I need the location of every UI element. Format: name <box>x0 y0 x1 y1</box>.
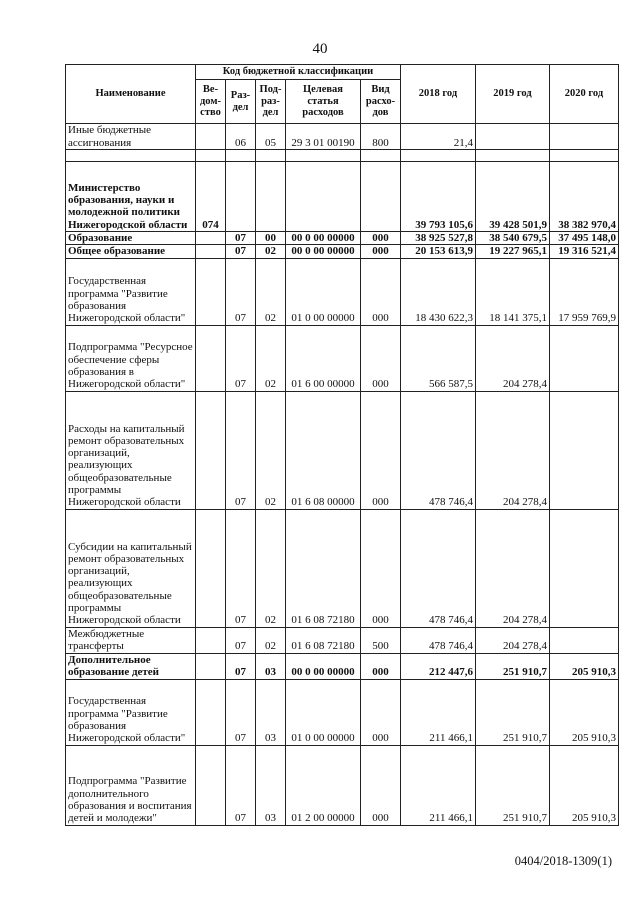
table-cell-razdel: 07 <box>226 509 256 627</box>
table-cell-2019: 18 141 375,1 <box>476 258 550 325</box>
table-cell-celevaya: 00 0 00 00000 <box>286 653 361 679</box>
table-row <box>66 124 619 150</box>
table-cell-vedomstvo <box>196 627 226 653</box>
table-cell-name: Министерство образования, науки и молодежной политики Нижегородской области <box>66 162 196 232</box>
spacer-cell <box>550 150 619 162</box>
table-cell-vid: 000 <box>361 245 401 258</box>
table-cell-2020: 205 910,3 <box>550 745 619 825</box>
table-cell-2018: 18 430 622,3 <box>401 258 476 325</box>
table-cell-razdel <box>226 162 256 232</box>
table-cell-celevaya <box>286 162 361 232</box>
table-row <box>66 627 619 653</box>
table-cell-vid: 000 <box>361 325 401 391</box>
spacer-cell <box>196 150 226 162</box>
table-cell-razdel: 07 <box>226 653 256 679</box>
table-cell-2018: 211 466,1 <box>401 679 476 745</box>
table-cell-vedomstvo <box>196 745 226 825</box>
table-cell-vid: 000 <box>361 232 401 245</box>
table-cell-2018: 478 746,4 <box>401 391 476 509</box>
budget-table <box>65 64 619 826</box>
table-cell-podrazdel: 00 <box>256 232 286 245</box>
table-cell-razdel: 07 <box>226 627 256 653</box>
table-cell-razdel: 07 <box>226 679 256 745</box>
table-cell-podrazdel: 03 <box>256 679 286 745</box>
table-cell-razdel: 07 <box>226 245 256 258</box>
header-razdel: Раз- дел <box>226 80 256 124</box>
table-cell-vedomstvo <box>196 245 226 258</box>
table-cell-2020: 38 382 970,4 <box>550 162 619 232</box>
table-row <box>66 679 619 745</box>
table-cell-celevaya: 29 3 01 00190 <box>286 124 361 150</box>
document-number: 0404/2018-1309(1) <box>514 854 612 868</box>
table-cell-name: Субсидии на капитальный ремонт образовательных организаций, реализующих общеобразовательные программы Нижегородской области <box>66 509 196 627</box>
spacer-cell <box>66 150 196 162</box>
spacer-cell <box>401 150 476 162</box>
table-cell-2018: 38 925 527,8 <box>401 232 476 245</box>
table-cell-celevaya: 01 6 08 72180 <box>286 509 361 627</box>
table-cell-2019: 251 910,7 <box>476 653 550 679</box>
table-cell-podrazdel <box>256 162 286 232</box>
table-row <box>66 245 619 258</box>
table-cell-vid: 000 <box>361 653 401 679</box>
spacer-row <box>66 150 619 162</box>
table-cell-vid: 800 <box>361 124 401 150</box>
table-cell-name: Государственная программа "Развитие образования Нижегородской области" <box>66 679 196 745</box>
table-cell-vid: 000 <box>361 258 401 325</box>
header-code-group: Код бюджетной классификации <box>196 65 401 80</box>
table-cell-name: Подпрограмма "Развитие дополнительного образования и воспитания детей и молодежи" <box>66 745 196 825</box>
page-number: 40 <box>312 41 328 57</box>
table-cell-name: Иные бюджетные ассигнования <box>66 124 196 150</box>
table-cell-podrazdel: 05 <box>256 124 286 150</box>
header-2020: 2020 год <box>550 65 619 124</box>
table-cell-2020: 37 495 148,0 <box>550 232 619 245</box>
table-cell-2018: 20 153 613,9 <box>401 245 476 258</box>
table-cell-podrazdel: 02 <box>256 245 286 258</box>
table-cell-vedomstvo <box>196 509 226 627</box>
table-cell-2019: 204 278,4 <box>476 509 550 627</box>
table-body <box>66 124 619 826</box>
table-cell-vid: 500 <box>361 627 401 653</box>
table-cell-name: Общее образование <box>66 245 196 258</box>
table-cell-2019: 39 428 501,9 <box>476 162 550 232</box>
table-row <box>66 391 619 509</box>
table-cell-razdel: 07 <box>226 325 256 391</box>
table-cell-2018: 566 587,5 <box>401 325 476 391</box>
table-cell-podrazdel: 02 <box>256 325 286 391</box>
table-cell-2019: 19 227 965,1 <box>476 245 550 258</box>
table-cell-2020: 19 316 521,4 <box>550 245 619 258</box>
spacer-cell <box>286 150 361 162</box>
table-row <box>66 509 619 627</box>
table-cell-vid <box>361 162 401 232</box>
table-cell-podrazdel: 02 <box>256 509 286 627</box>
table-cell-2019: 204 278,4 <box>476 391 550 509</box>
table-cell-podrazdel: 03 <box>256 745 286 825</box>
table-cell-2018: 478 746,4 <box>401 509 476 627</box>
table-cell-2020: 205 910,3 <box>550 653 619 679</box>
table-cell-name: Дополнительное образование детей <box>66 653 196 679</box>
spacer-cell <box>226 150 256 162</box>
table-cell-celevaya: 01 6 00 00000 <box>286 325 361 391</box>
table-cell-celevaya: 01 6 08 72180 <box>286 627 361 653</box>
table-row <box>66 745 619 825</box>
table-cell-vid: 000 <box>361 391 401 509</box>
table-cell-name: Подпрограмма "Ресурсное обеспечение сферы образования в Нижегородской области" <box>66 325 196 391</box>
table-cell-2020 <box>550 325 619 391</box>
table-cell-celevaya: 01 6 08 00000 <box>286 391 361 509</box>
table-cell-name: Образование <box>66 232 196 245</box>
table-cell-vid: 000 <box>361 679 401 745</box>
table-cell-name: Расходы на капитальный ремонт образовательных организаций, реализующих общеобразовательные программы Нижегородской области <box>66 391 196 509</box>
table-cell-2019: 204 278,4 <box>476 627 550 653</box>
table-cell-razdel: 07 <box>226 232 256 245</box>
table-cell-vedomstvo <box>196 679 226 745</box>
table-cell-2019: 204 278,4 <box>476 325 550 391</box>
table-cell-2018: 212 447,6 <box>401 653 476 679</box>
table-cell-vedomstvo <box>196 124 226 150</box>
table-row <box>66 232 619 245</box>
header-vedomstvo: Ве- дом- ство <box>196 80 226 124</box>
table-cell-2018: 39 793 105,6 <box>401 162 476 232</box>
table-cell-razdel: 07 <box>226 745 256 825</box>
table-cell-name: Межбюджетные трансферты <box>66 627 196 653</box>
table-cell-celevaya: 01 2 00 00000 <box>286 745 361 825</box>
table-cell-2019 <box>476 124 550 150</box>
table-cell-razdel: 06 <box>226 124 256 150</box>
table-row <box>66 325 619 391</box>
table-cell-2019: 38 540 679,5 <box>476 232 550 245</box>
table-cell-vedomstvo <box>196 258 226 325</box>
table-row <box>66 653 619 679</box>
table-cell-razdel: 07 <box>226 391 256 509</box>
table-cell-vid: 000 <box>361 509 401 627</box>
table-cell-2019: 251 910,7 <box>476 679 550 745</box>
table-row <box>66 162 619 232</box>
table-cell-vedomstvo: 074 <box>196 162 226 232</box>
table-cell-celevaya: 00 0 00 00000 <box>286 232 361 245</box>
header-vid: Вид расхо- дов <box>361 80 401 124</box>
table-cell-2020: 205 910,3 <box>550 679 619 745</box>
header-2018: 2018 год <box>401 65 476 124</box>
table-cell-2020 <box>550 391 619 509</box>
table-cell-2020: 17 959 769,9 <box>550 258 619 325</box>
table-cell-podrazdel: 02 <box>256 627 286 653</box>
table-row <box>66 258 619 325</box>
table-cell-vid: 000 <box>361 745 401 825</box>
table-cell-2020 <box>550 509 619 627</box>
table-cell-2019: 251 910,7 <box>476 745 550 825</box>
table-cell-celevaya: 01 0 00 00000 <box>286 258 361 325</box>
spacer-cell <box>361 150 401 162</box>
spacer-cell <box>476 150 550 162</box>
table-cell-vedomstvo <box>196 653 226 679</box>
table-cell-vedomstvo <box>196 325 226 391</box>
table-cell-2020 <box>550 124 619 150</box>
table-cell-celevaya: 01 0 00 00000 <box>286 679 361 745</box>
table-header <box>66 65 619 124</box>
table-cell-name: Государственная программа "Развитие образования Нижегородской области" <box>66 258 196 325</box>
table-cell-celevaya: 00 0 00 00000 <box>286 245 361 258</box>
table-cell-2018: 21,4 <box>401 124 476 150</box>
table-cell-podrazdel: 02 <box>256 391 286 509</box>
header-celevaya: Целевая статья расходов <box>286 80 361 124</box>
table-cell-vedomstvo <box>196 391 226 509</box>
header-name: Наименование <box>66 65 196 124</box>
header-2019: 2019 год <box>476 65 550 124</box>
table-cell-2018: 478 746,4 <box>401 627 476 653</box>
table-cell-2018: 211 466,1 <box>401 745 476 825</box>
table-cell-podrazdel: 02 <box>256 258 286 325</box>
table-cell-podrazdel: 03 <box>256 653 286 679</box>
header-podrazdel: Под- раз- дел <box>256 80 286 124</box>
table-cell-vedomstvo <box>196 232 226 245</box>
table-cell-razdel: 07 <box>226 258 256 325</box>
spacer-cell <box>256 150 286 162</box>
table-cell-2020 <box>550 627 619 653</box>
